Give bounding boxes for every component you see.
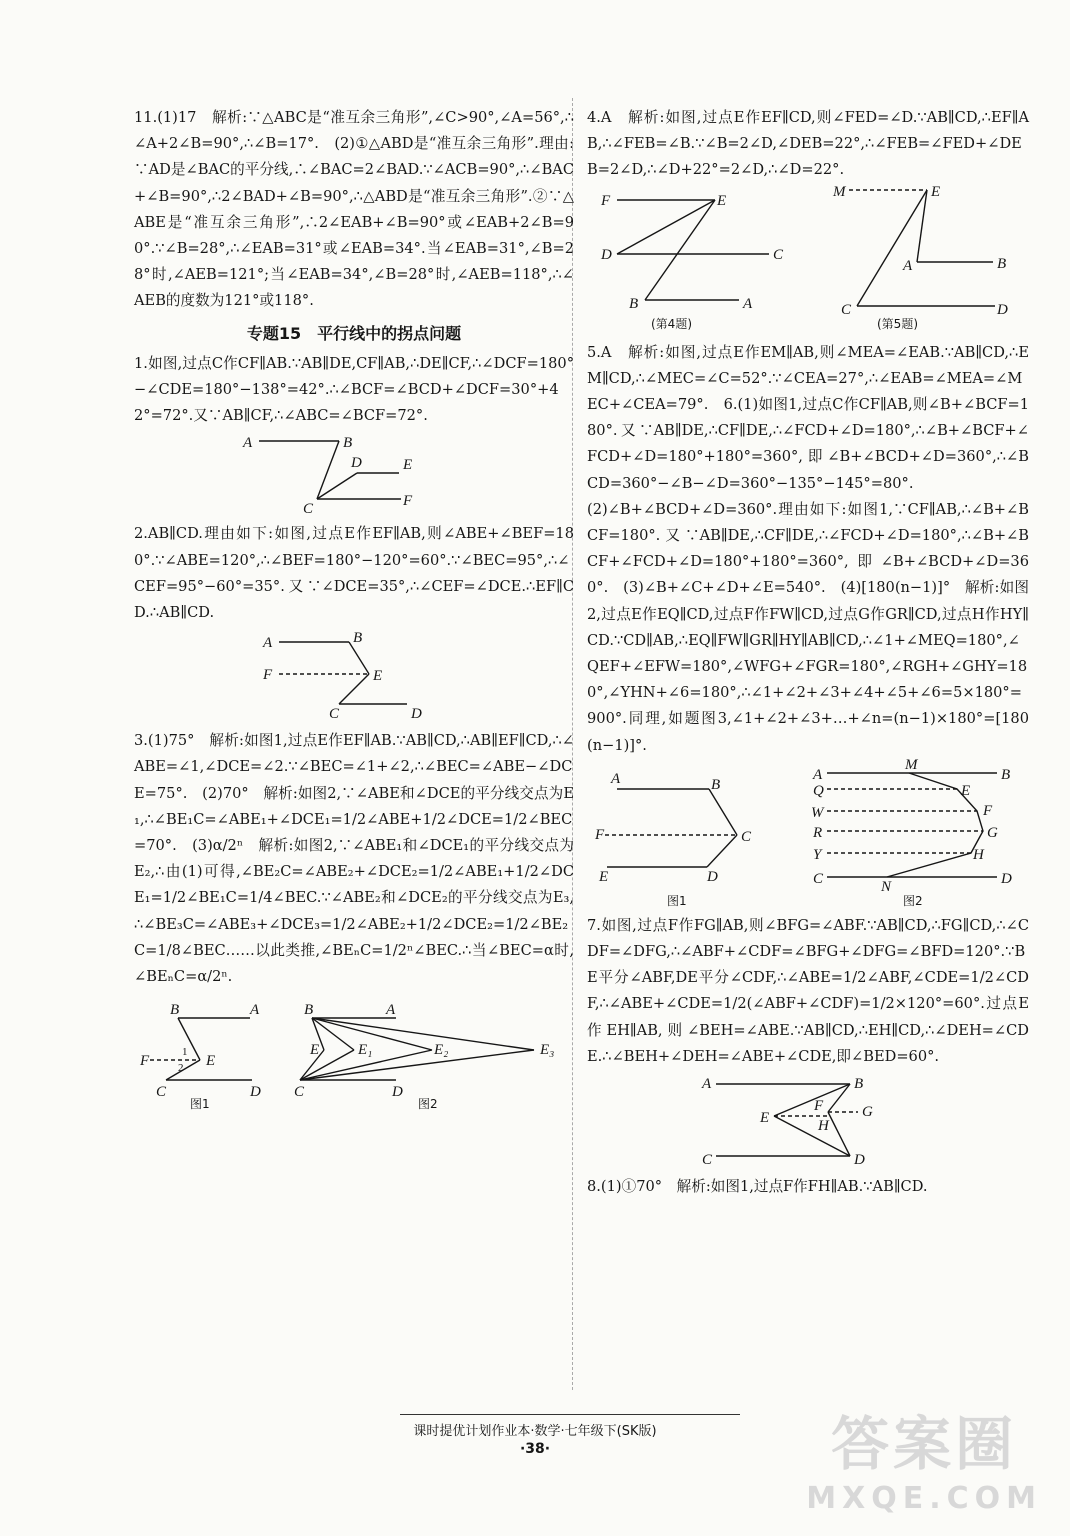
left-column [134,105,574,1112]
svg-text:D: D [1001,870,1012,887]
footer-rule [400,1414,740,1415]
answer-1: 1.如图,过点C作CF∥AB.∵AB∥DE,CF∥AB,∴DE∥CF,∴∠DCF=180°−∠CDE=180°−138°=42°.∴∠BCF=∠BCD+∠DCF=30°+42°=72°.又∵AB∥CF,∴∠ABC=∠BCF=72°. [134,354,574,425]
svg-text:E₃: E₃ [540,1042,555,1059]
answer-11: 11.(1)17 解析:∵△ABC是“准互余三角形”,∠C>90°,∠A=56°,∴∠A+2∠B=90°,∴∠B=17°. (2)①△ABD是“准互余三角形”.理由:∵AD是∠BAC的平分线,∴∠BAC=2∠BAD.∵∠ACB=90°,∴∠BAC+∠B=90°,∴2∠BAD+∠B=90°,∴△ABD是“准互余三角形”.②∵△ABE是“准互余三角形”,∴2∠EAB+∠B=90°或∠EAB+2∠B=90°.∵∠B=28°,∴∠EAB=31°或∠EAB=34°.当∠EAB=31°,∠B=28°时,∠AEB=121°;当∠EAB=34°,∠B=28°时,∠AEB=118°,∴∠AEB的度数为121°或118°. [134,109,574,310]
svg-text:B: B [711,776,721,793]
caption-q5: (第5题) [877,316,918,331]
svg-text:A: A [243,435,253,452]
answer-3: 3.(1)75° 解析:如图1,过点E作EF∥AB.∵AB∥CD,∴AB∥EF∥CD,∴∠ABE=∠1,∠DCE=∠2.∵∠BEC=∠1+∠2,∴∠BEC=∠ABE−∠DCE=75°. (2)70° 解析:如图2,∵∠ABE和∠DCE的平分线交点为E₁,∴∠BE₁C=∠ABE₁+∠DCE₁=1/2∠ABE+1/2∠DCE=1/2∠BEC=70°. (3)α/2ⁿ 解析:如图2,∵∠ABE₁和∠DCE₁的平分线交点为E₂,∴由(1)可得,∠BE₂C=∠ABE₂+∠DCE₂=1/2∠ABE₁+1/2∠DCE₁=1/2∠BE₁C=1/4∠BEC.∵∠ABE₂和∠DCE₂的平分线交点为E₃,∴∠BE₃C=∠ABE₃+∠DCE₃=1/2∠ABE₂+1/2∠DCE₂=1/2∠BE₂C=1/8∠BEC……以此类推,∠BEₙC=1/2ⁿ∠BEC.∴当∠BEC=α时,∠BEₙC=α/2ⁿ. [134,732,574,986]
figure-q2 [239,632,469,722]
svg-text:Q: Q [813,782,824,799]
svg-text:N: N [881,878,892,895]
svg-text:F: F [403,493,413,510]
svg-text:E: E [961,782,971,799]
svg-text:M: M [833,183,846,200]
footer-title: 课时提优计划作业本·数学·七年级下(SK版) [413,1424,657,1439]
svg-text:E: E [206,1053,216,1070]
svg-text:D: D [411,706,422,723]
svg-text:C: C [841,301,852,318]
svg-text:M: M [905,756,918,773]
svg-text:A: A [903,257,913,274]
svg-text:F: F [814,1098,824,1115]
answer-8: 8.(1)①70° 解析:如图1,过点F作FH∥AB.∵AB∥CD. [587,1178,928,1196]
svg-text:1: 1 [182,1046,188,1059]
svg-text:E: E [373,668,383,685]
svg-text:B: B [997,255,1007,272]
svg-text:2: 2 [178,1062,184,1075]
right-column [587,105,1029,1200]
svg-text:H: H [973,846,984,863]
svg-text:D: D [392,1084,403,1101]
svg-text:C: C [303,501,314,518]
svg-text:A: A [250,1002,260,1019]
answer-7: 7.如图,过点F作FG∥AB,则∠BFG=∠ABF.∵AB∥CD,∴FG∥CD,∴∠CDF=∠DFG,∴∠ABF+∠CDF=∠BFG+∠DFG=∠BFD=120°.∵BE平分∠ABF,DE平分∠CDF,∴∠ABE=1/2∠ABF,∠CDE=1/2∠CDF,∴∠ABE+∠CDE=1/2(∠ABF+∠CDF)=1/2×120°=60°.过点E作EH∥AB,则∠BEH=∠ABE.∵AB∥CD,∴EH∥CD,∴∠DEH=∠CDE.∴∠BEH+∠DEH=∠ABE+∠CDE,即∠BED=60°. [587,916,1029,1065]
svg-text:C: C [329,706,340,723]
svg-text:D: D [854,1152,865,1169]
answer-5-6: 5.A 解析:如图,过点E作EM∥AB,则∠MEA=∠EAB.∵AB∥CD,∴EM∥CD,∴∠MEC=∠C=52°.∵∠CEA=27°,∴∠EAB=∠MEA=∠MEC+∠CEA=79°. 6.(1)如图1,过点C作CF∥AB,则∠B+∠BCF=180°.又∵AB∥DE,∴CF∥DE,∴∠FCD+∠D=180°,∴∠B+∠BCF+∠FCD+∠D=180°+180°=360°,即∠B+∠BCD+∠D=360°,∴∠BCD=360°−∠B−∠D=360°−135°−145°=80°. [587,343,1029,492]
answer-6-cont: (2)∠B+∠BCD+∠D=360°.理由如下:如图1,∵CF∥AB,∴∠B+∠BCF=180°.又∵AB∥DE,∴CF∥DE,∴∠FCD+∠D=180°,∴∠B+∠BCF+∠FCD+∠D=180°+180°=360°,即∠B+∠BCD+∠D=360°. (3)∠B+∠C+∠D+∠E=540°. (4)[180(n−1)]° 解析:如图2,过点E作EQ∥CD,过点F作FW∥CD,过点G作GR∥CD,过点H作HY∥CD.∵CD∥AB,∴EQ∥FW∥GR∥HY∥AB∥CD,∴∠1+∠MEQ=180°,∠QEF+∠EFW=180°,∠WFG+∠FGR=180°,∠RGH+∠GHY=180°,∠YHN+∠6=180°,∴∠1+∠2+∠3+∠4+∠5+∠6=5×180°=900°.同理,如题图3,∠1+∠2+∠3+…+∠n=(n−1)×180°=[180(n−1)]°. [587,500,1029,754]
svg-text:G: G [987,824,998,841]
svg-text:A: A [386,1002,396,1019]
svg-text:E: E [931,183,941,200]
svg-text:E: E [310,1042,320,1059]
svg-text:E: E [760,1110,770,1127]
figure-q7 [678,1076,938,1168]
svg-text:A: A [611,770,621,787]
svg-text:F: F [983,802,993,819]
svg-text:E: E [599,868,609,885]
caption-q4: (第4题) [651,316,692,331]
svg-text:A: A [263,635,273,652]
svg-text:C: C [813,870,824,887]
answer-4: 4.A 解析:如图,过点E作EF∥CD,则∠FED=∠D.∵AB∥CD,∴EF∥AB,∴∠FEB=∠B.∵∠B=2∠D,∠DEB=22°,∴∠FEB=∠FED+∠DEB=2∠D,∴∠D+22°=2∠D,∴∠D=22°. [587,109,1029,179]
figure-q4-q5 [587,183,1029,340]
svg-text:E: E [717,192,727,209]
caption-q6-fig1: 图1 [667,893,687,908]
svg-text:F: F [263,667,273,684]
svg-text:B: B [353,630,363,647]
watermark-logo [806,1397,1042,1516]
svg-text:B: B [1001,766,1011,783]
svg-text:F: F [601,192,611,209]
svg-text:C: C [156,1084,167,1101]
svg-text:E: E [403,457,413,474]
svg-text:B: B [170,1002,180,1019]
svg-text:D: D [601,246,612,263]
svg-text:C: C [294,1084,305,1101]
svg-text:F: F [595,826,605,843]
svg-text:D: D [707,868,718,885]
page-number: ·38· [519,1441,551,1457]
svg-text:C: C [702,1152,713,1169]
svg-text:C: C [773,246,784,263]
svg-text:D: D [997,301,1008,318]
svg-text:F: F [140,1053,150,1070]
svg-text:G: G [862,1104,873,1121]
svg-text:E₂: E₂ [434,1042,449,1059]
svg-text:H: H [818,1118,829,1135]
svg-text:B: B [854,1076,864,1093]
svg-text:E₁: E₁ [358,1042,373,1059]
svg-text:B: B [343,435,353,452]
svg-text:A: A [743,295,753,312]
watermark-cn: 答案圈 [831,1410,1018,1478]
svg-text:A: A [813,766,823,783]
figure-q1 [239,435,469,518]
answer-2: 2.AB∥CD.理由如下:如图,过点E作EF∥AB,则∠ABE+∠BEF=180°.∵∠ABE=120°,∴∠BEF=180°−120°=60°.∵∠BEC=95°,∴∠CEF=95°−60°=35°.又∵∠DCE=35°,∴∠CEF=∠DCE.∴EF∥CD.∴AB∥CD. [134,525,574,622]
svg-text:D: D [250,1084,261,1101]
caption-fig1: 图1 [190,1097,210,1112]
svg-text:Y: Y [813,846,822,863]
svg-text:A: A [702,1076,712,1093]
figure-q3 [134,998,574,1112]
section-heading: 专题15 平行线中的拐点问题 [246,323,462,343]
watermark-url: MXQE.COM [806,1481,1042,1516]
svg-text:B: B [629,295,639,312]
svg-text:R: R [813,824,823,841]
figure-q6 [587,756,1029,913]
caption-q6-fig2: 图2 [903,893,923,908]
svg-text:B: B [304,1002,314,1019]
svg-text:D: D [351,455,362,472]
svg-text:C: C [741,828,752,845]
caption-fig2: 图2 [418,1097,438,1112]
svg-text:W: W [811,804,824,821]
